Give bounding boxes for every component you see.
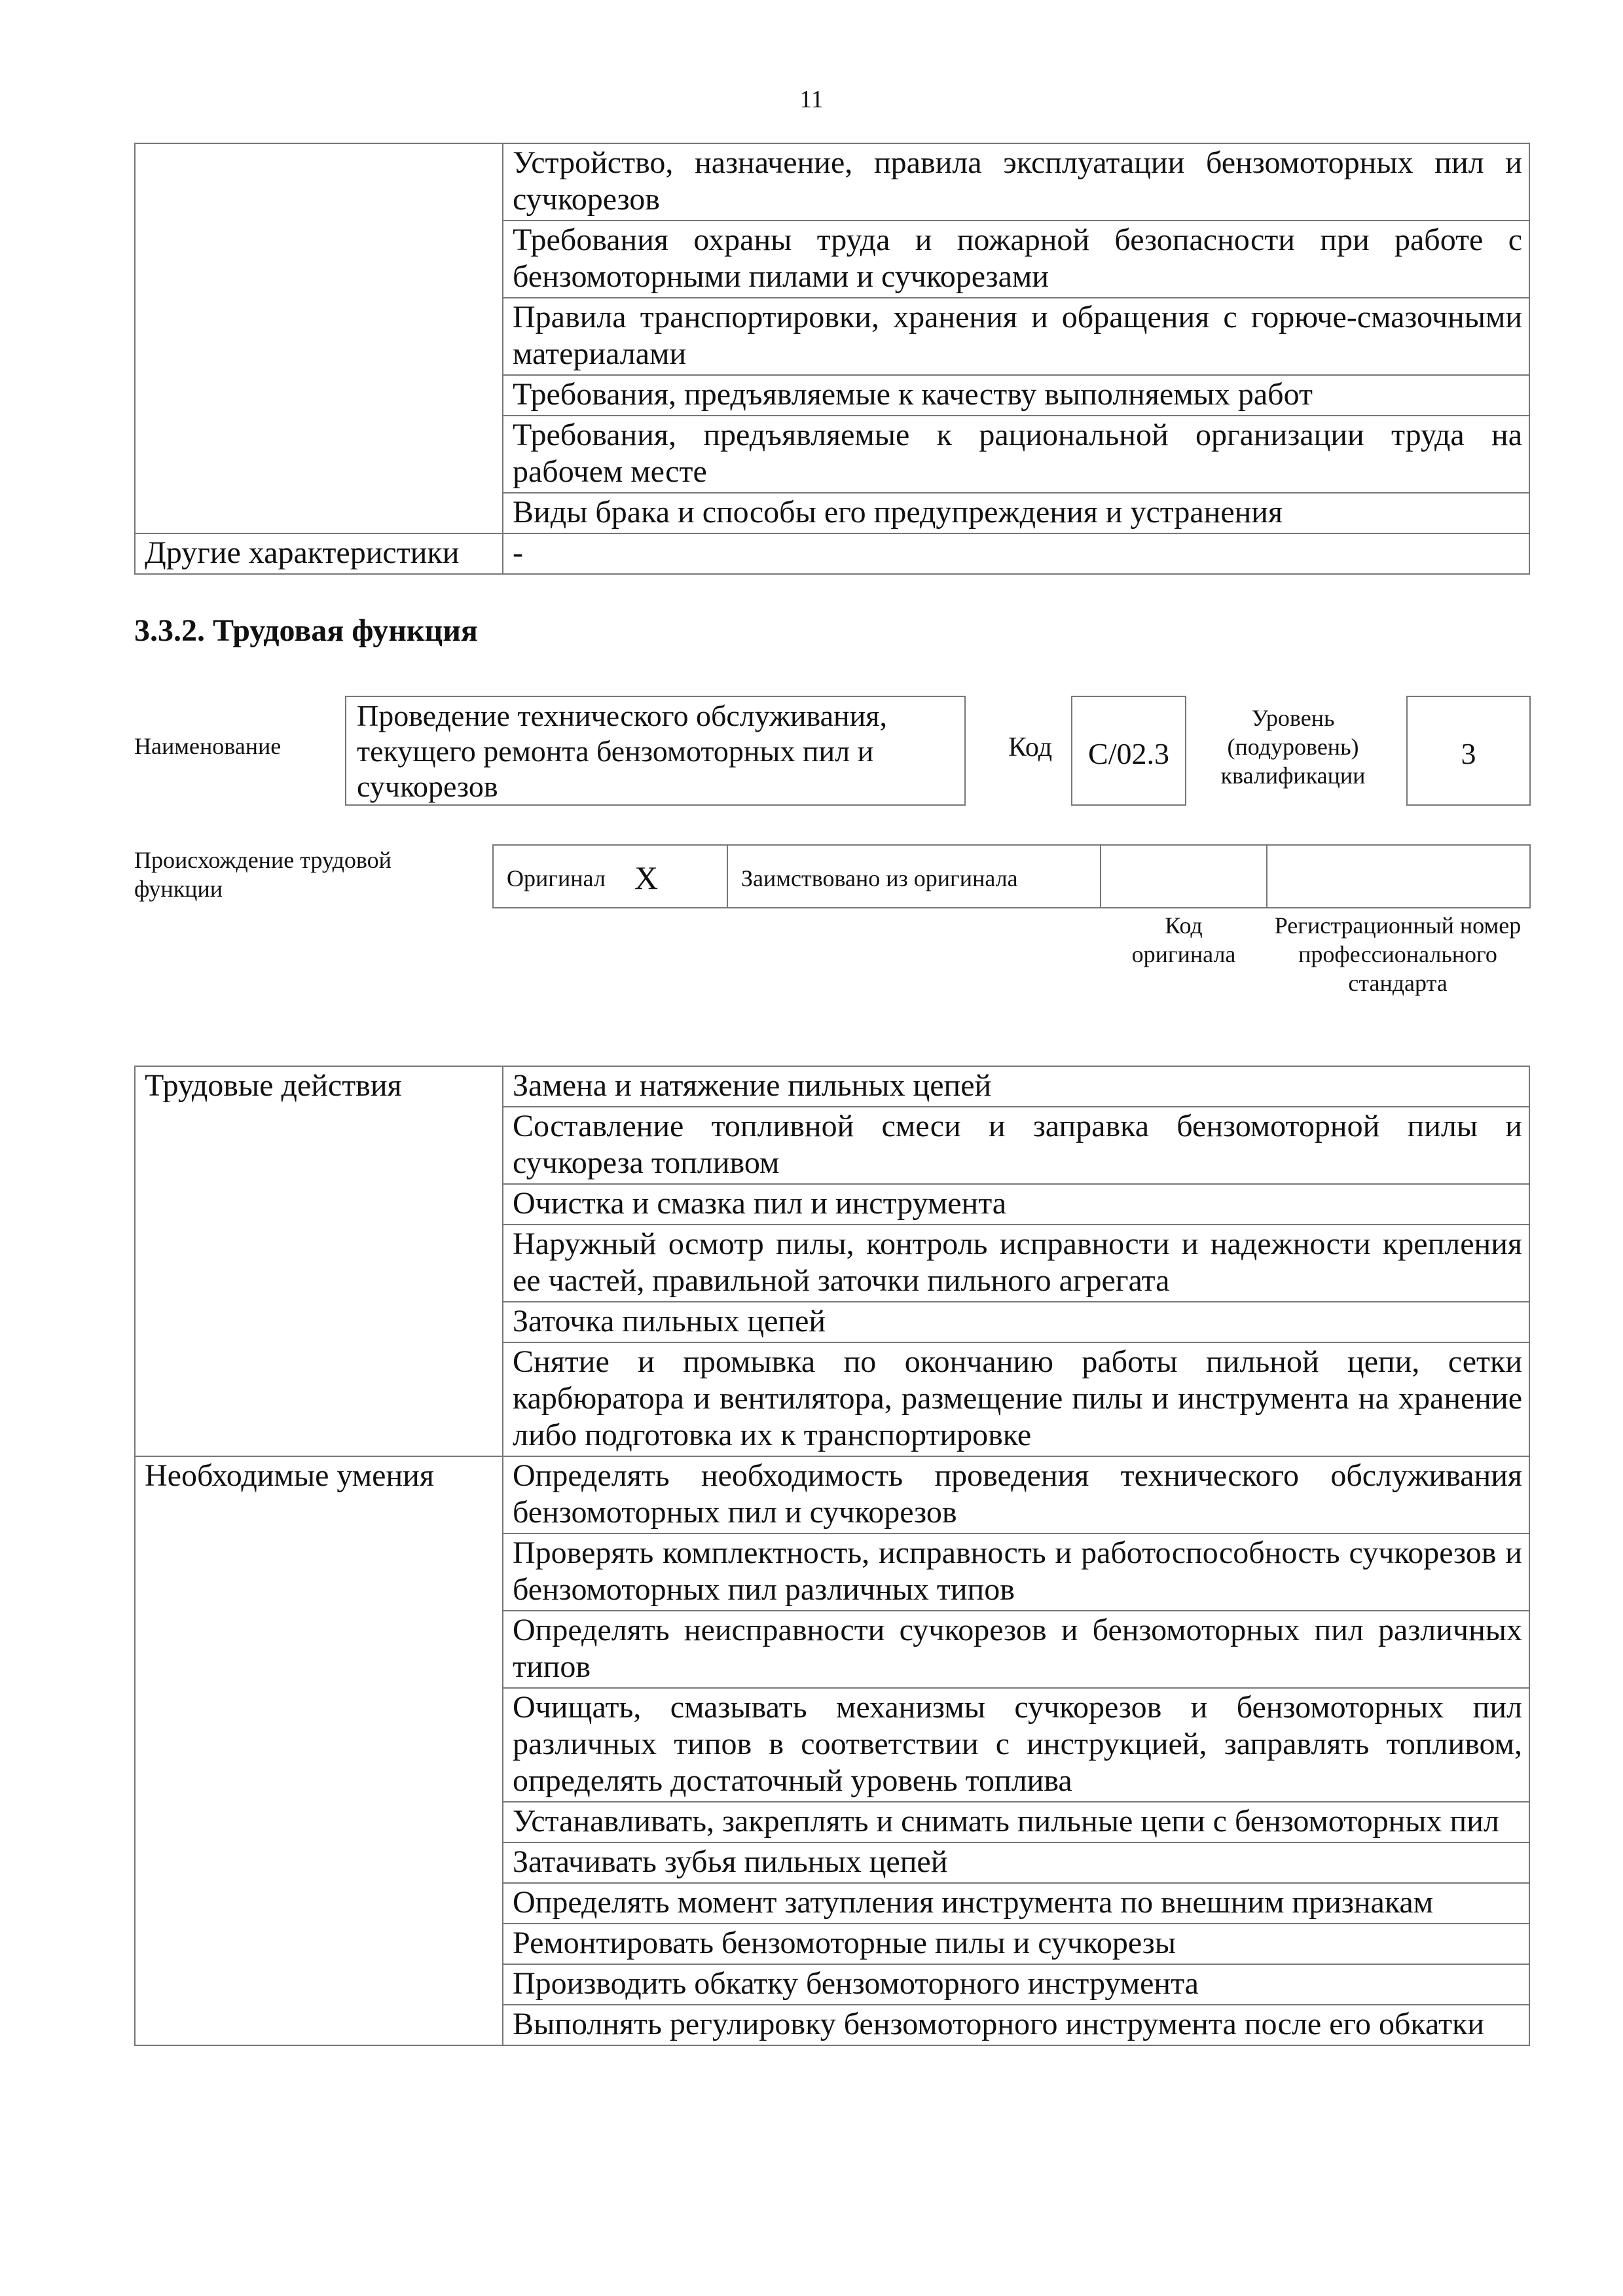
borrowed-cell xyxy=(727,844,1101,908)
knowledge-table xyxy=(134,143,1530,575)
table-row xyxy=(135,143,1529,221)
table-cell: Устанавливать, закреплять и снимать пильные цепи с бензомоторных пил xyxy=(503,1802,1529,1842)
table-cell: Затачивать зубья пильных цепей xyxy=(503,1842,1529,1883)
table-cell: Выполнять регулировку бензомоторного инструмента после его обкатки xyxy=(503,2005,1529,2045)
name-label: Наименование xyxy=(134,733,282,759)
page-number: 11 xyxy=(799,86,824,113)
table-cell: Ремонтировать бензомоторные пилы и сучкорезы xyxy=(503,1924,1529,1964)
table-cell: Наружный осмотр пилы, контроль исправности и надежности крепления ее частей, правильной заточки пильного агрегата xyxy=(503,1225,1529,1302)
borrowed-label: Заимствовано из оригинала xyxy=(741,865,1018,891)
table-row xyxy=(135,1456,1529,1534)
table-cell: Замена и натяжение пильных цепей xyxy=(503,1066,1529,1107)
reg-number-caption: Регистрационный номер профессионального стандарта xyxy=(1274,912,1522,996)
original-label: Оригинал xyxy=(507,865,606,891)
reg-number-cell xyxy=(1266,844,1531,908)
table-cell: Требования охраны труда и пожарной безопасности при работе с бензомоторными пилами и сучкорезами xyxy=(503,221,1529,298)
table-cell: Определять момент затупления инструмента по внешним признакам xyxy=(503,1883,1529,1924)
level-value: 3 xyxy=(1406,696,1531,806)
level-label: Уровень (подуровень) квалификации xyxy=(1220,705,1366,789)
table-cell: Заточка пильных цепей xyxy=(503,1302,1529,1342)
functions-table xyxy=(134,1066,1530,2046)
group-label-cell: Необходимые умения xyxy=(135,1456,503,2045)
table-cell: Виды брака и способы его предупреждения и устранения xyxy=(503,493,1529,533)
table-cell: - xyxy=(503,533,1529,574)
group-label-cell: Трудовые действия xyxy=(135,1066,503,1456)
code-value: C/02.3 xyxy=(1071,696,1186,806)
table-row xyxy=(135,1066,1529,1107)
origin-label: Происхождение трудовой функции xyxy=(134,847,392,902)
code-label: Код xyxy=(1008,732,1053,762)
section-heading: 3.3.2. Трудовая функция xyxy=(134,613,478,648)
table-cell: Устройство, назначение, правила эксплуатации бензомоторных пил и сучкорезов xyxy=(503,143,1529,221)
code-original-caption: Код оригинала xyxy=(1131,912,1236,967)
row-label-cell xyxy=(135,143,503,533)
table-cell: Требования, предъявляемые к качеству выполняемых работ xyxy=(503,375,1529,416)
table-cell: Составление топливной смеси и заправка бензомоторной пилы и сучкореза топливом xyxy=(503,1107,1529,1184)
row-label-cell: Другие характеристики xyxy=(135,533,503,574)
table-cell: Производить обкатку бензомоторного инструмента xyxy=(503,1964,1529,2005)
code-original-cell xyxy=(1100,844,1267,908)
table-cell: Определять необходимость проведения технического обслуживания бензомоторных пил и сучкорезов xyxy=(503,1456,1529,1534)
table-row xyxy=(135,533,1529,574)
table-cell: Очистка и смазка пил и инструмента xyxy=(503,1184,1529,1225)
original-cell xyxy=(492,844,728,908)
name-value: Проведение технического обслуживания, текущего ремонта бензомоторных пил и сучкорезов xyxy=(345,696,966,806)
table-cell: Проверять комплектность, исправность и работоспособность сучкорезов и бензомоторных пил различных типов xyxy=(503,1534,1529,1611)
original-mark: X xyxy=(634,859,659,896)
table-cell: Требования, предъявляемые к рациональной организации труда на рабочем месте xyxy=(503,416,1529,493)
table-cell: Очищать, смазывать механизмы сучкорезов и бензомоторных пил различных типов в соответствии с инструкцией, заправлять топливом, определять достаточный уровень топлива xyxy=(503,1688,1529,1802)
table-cell: Снятие и промывка по окончанию работы пильной цепи, сетки карбюратора и вентилятора, размещение пилы и инструмента на хранение либо подготовка их к транспортировке xyxy=(503,1342,1529,1456)
table-cell: Определять неисправности сучкорезов и бензомоторных пил различных типов xyxy=(503,1611,1529,1688)
table-cell: Правила транспортировки, хранения и обращения с горюче-смазочными материалами xyxy=(503,298,1529,375)
